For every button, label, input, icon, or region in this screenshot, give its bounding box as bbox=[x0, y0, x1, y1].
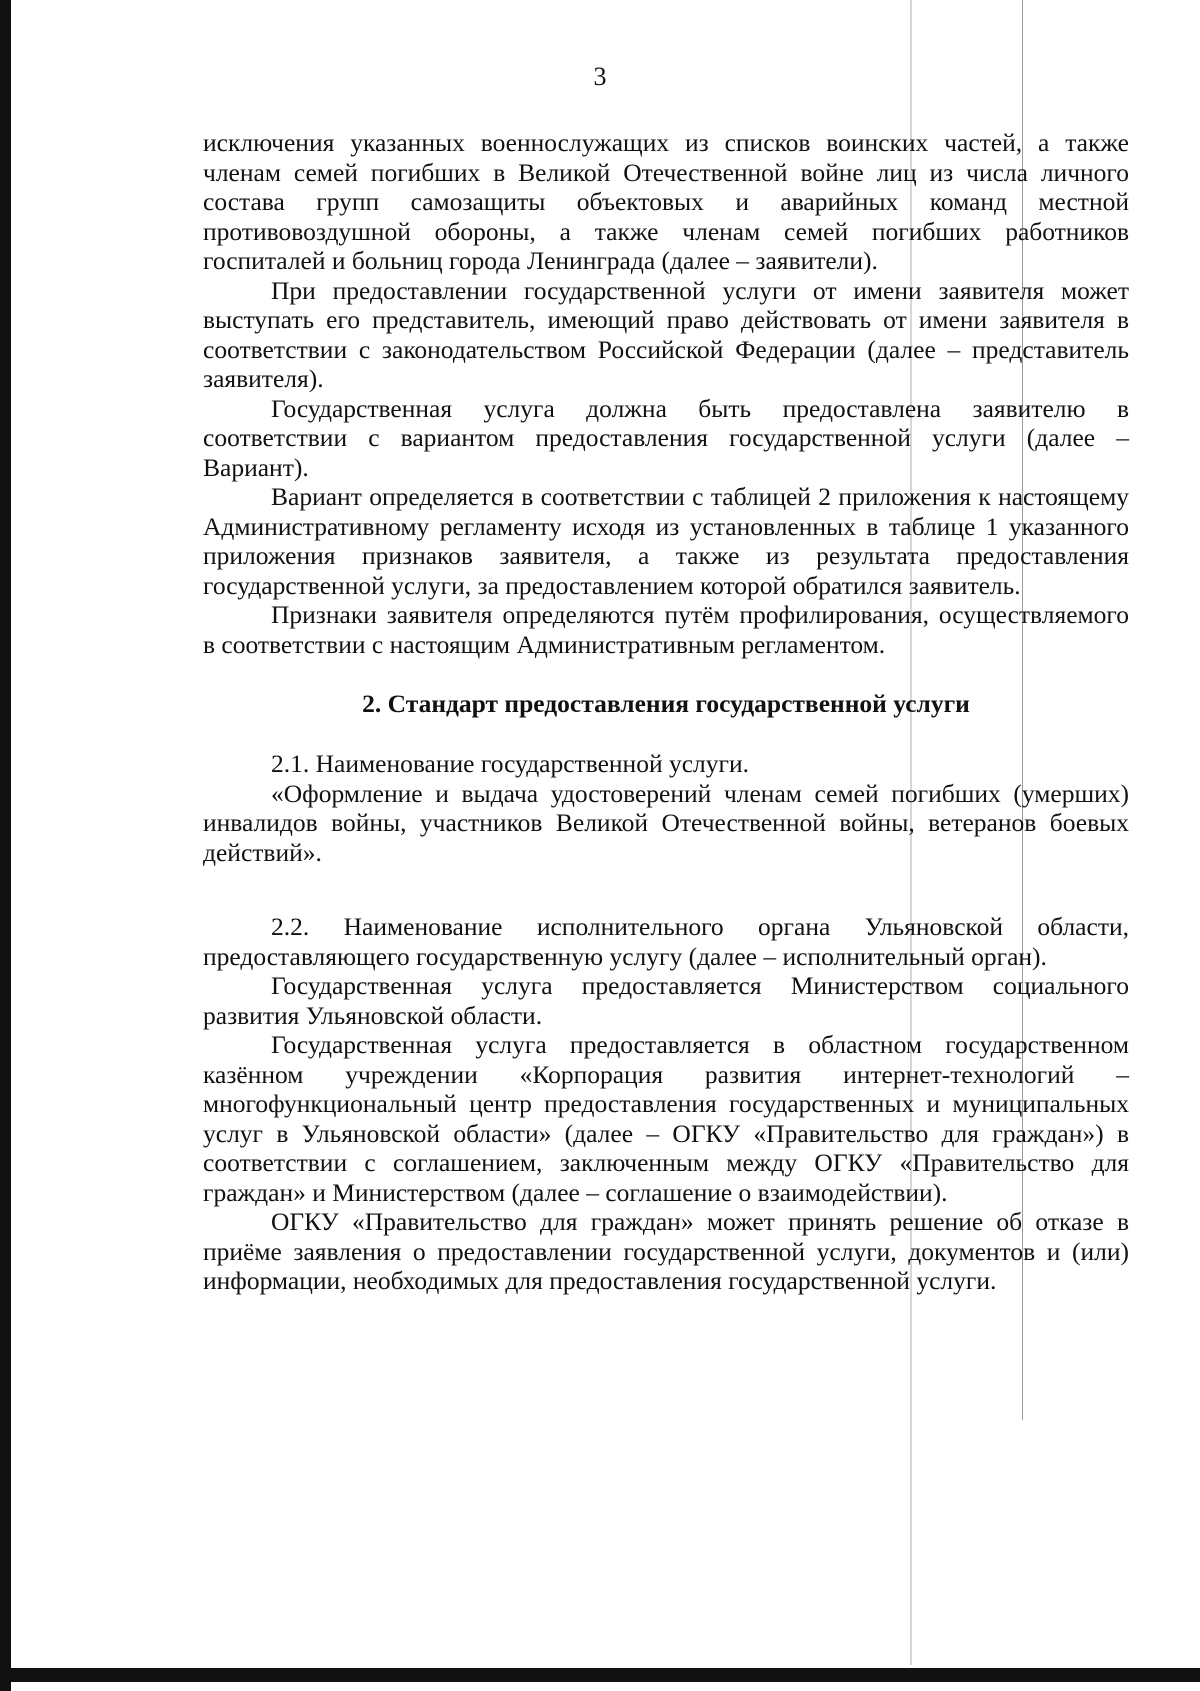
scan-border-left bbox=[0, 0, 11, 1691]
paragraph: При предоставлении государственной услуги от имени заявителя может выступать его представитель, имеющий право действовать от имени заявителя в соответствии с законодательством Российской Федерации (далее – представитель заявителя). bbox=[203, 275, 1129, 393]
paragraph: Государственная услуга должна быть предоставлена заявителю в соответствии с вариантом предоставления государственной услуги (далее – Вариант). bbox=[203, 393, 1129, 482]
paragraph: Вариант определяется в соответствии с таблицей 2 приложения к настоящему Административному регламенту исходя из установленных в таблице 1 указанного приложения признаков заявителя, а также из результата предоставления государственной услуги, за предоставлением которой обратился заявитель. bbox=[203, 482, 1129, 600]
paragraph: Признаки заявителя определяются путём профилирования, осуществляемого в соответствии с настоящим Административным регламентом. bbox=[203, 600, 1129, 659]
scan-border-bottom bbox=[0, 1668, 1200, 1682]
page-number: 3 bbox=[593, 62, 607, 91]
section-2-1-title: 2.1. Наименование государственной услуги. bbox=[271, 749, 750, 778]
paragraph: Государственная услуга предоставляется Министерством социального развития Ульяновской области. bbox=[203, 971, 1129, 1030]
paragraph: ОГКУ «Правительство для граждан» может принять решение об отказе в приёме заявления о предоставлении государственной услуги, документов и (или) информации, необходимых для предоставления государственной услуги. bbox=[203, 1207, 1129, 1295]
section-2-1-text: «Оформление и выдача удостоверений членам семей погибших (умерших) инвалидов войны, участников Великой Отечественной войны, ветеранов боевых действий». bbox=[203, 778, 1129, 867]
paragraph: исключения указанных военнослужащих из списков воинских частей, а также членам семей погибших в Великой Отечественной войне лиц из числа личного состава групп самозащиты объектовых и аварийных команд местной противовоздушной обороны, а также членам семей погибших работников госпиталей и больниц города Ленинграда (далее – заявители). bbox=[203, 128, 1129, 275]
paragraph: Государственная услуга предоставляется в областном государственном казённом учреждении «Корпорация развития интернет-технологий – многофункциональный центр предоставления государственных и муниципальных услуг в Ульяновской области» (далее – ОГКУ «Правительство для граждан») в соответствии с соглашением, заключенным между ОГКУ «Правительство для граждан» и Министерством (далее – соглашение о взаимодействии). bbox=[203, 1030, 1129, 1207]
document-body bbox=[203, 128, 1129, 1296]
section-2-2-title: 2.2. Наименование исполнительного органа Ульяновской области, предоставляющего государственную услугу (далее – исполнительный орган). bbox=[203, 912, 1129, 971]
section-heading: 2. Стандарт предоставления государственной услуги bbox=[362, 689, 970, 718]
